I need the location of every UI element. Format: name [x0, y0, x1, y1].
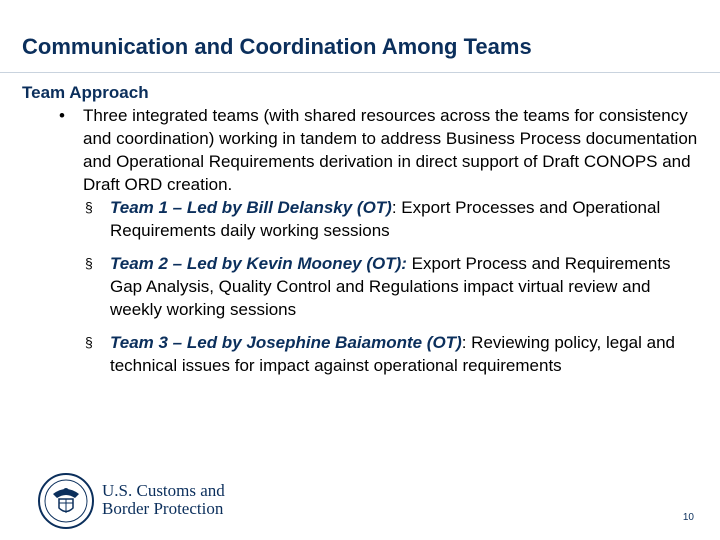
- sub-bullet-mark: §: [85, 334, 93, 350]
- bullet-mark: •: [59, 106, 65, 125]
- team-1-lead: Team 1 – Led by Bill Delansky (OT): [110, 198, 392, 217]
- team-3-text: : Reviewing policy, legal and technical issues for impact against operational requirements: [110, 333, 675, 375]
- brand-line-2: Border Protection: [102, 499, 224, 518]
- team-1-text: : Export Processes and Operational Requirements daily working sessions: [110, 198, 661, 240]
- team-2-lead: Team 2 – Led by Kevin Mooney (OT):: [110, 254, 407, 273]
- page-number: 10: [682, 512, 694, 523]
- cbp-wordmark: [102, 482, 225, 518]
- team-item-2: [22, 252, 702, 321]
- section-heading: Team Approach: [22, 83, 149, 102]
- team-item-3: [22, 331, 702, 377]
- sub-bullet-mark: §: [85, 199, 93, 215]
- slide-content: [22, 81, 702, 377]
- sub-bullet-mark: §: [85, 255, 93, 271]
- title-divider: [0, 72, 720, 73]
- slide-title: Communication and Coordination Among Teams: [22, 34, 532, 59]
- main-bullet: [22, 104, 702, 196]
- team-item-1: [22, 196, 702, 242]
- dhs-seal-icon: [36, 472, 96, 530]
- team-3-lead: Team 3 – Led by Josephine Baiamonte (OT): [110, 333, 462, 352]
- main-bullet-text: Three integrated teams (with shared resources across the teams for consistency and coordination) working in tandem to address Business Process documentation and Operational Requirements derivation in direct support of Draft CONOPS and Draft ORD creation.: [83, 106, 698, 194]
- team-2-text: Export Process and Requirements Gap Analysis, Quality Control and Regulations impact virtual review and weekly working sessions: [110, 254, 671, 319]
- brand-line-1: U.S. Customs and: [102, 481, 225, 500]
